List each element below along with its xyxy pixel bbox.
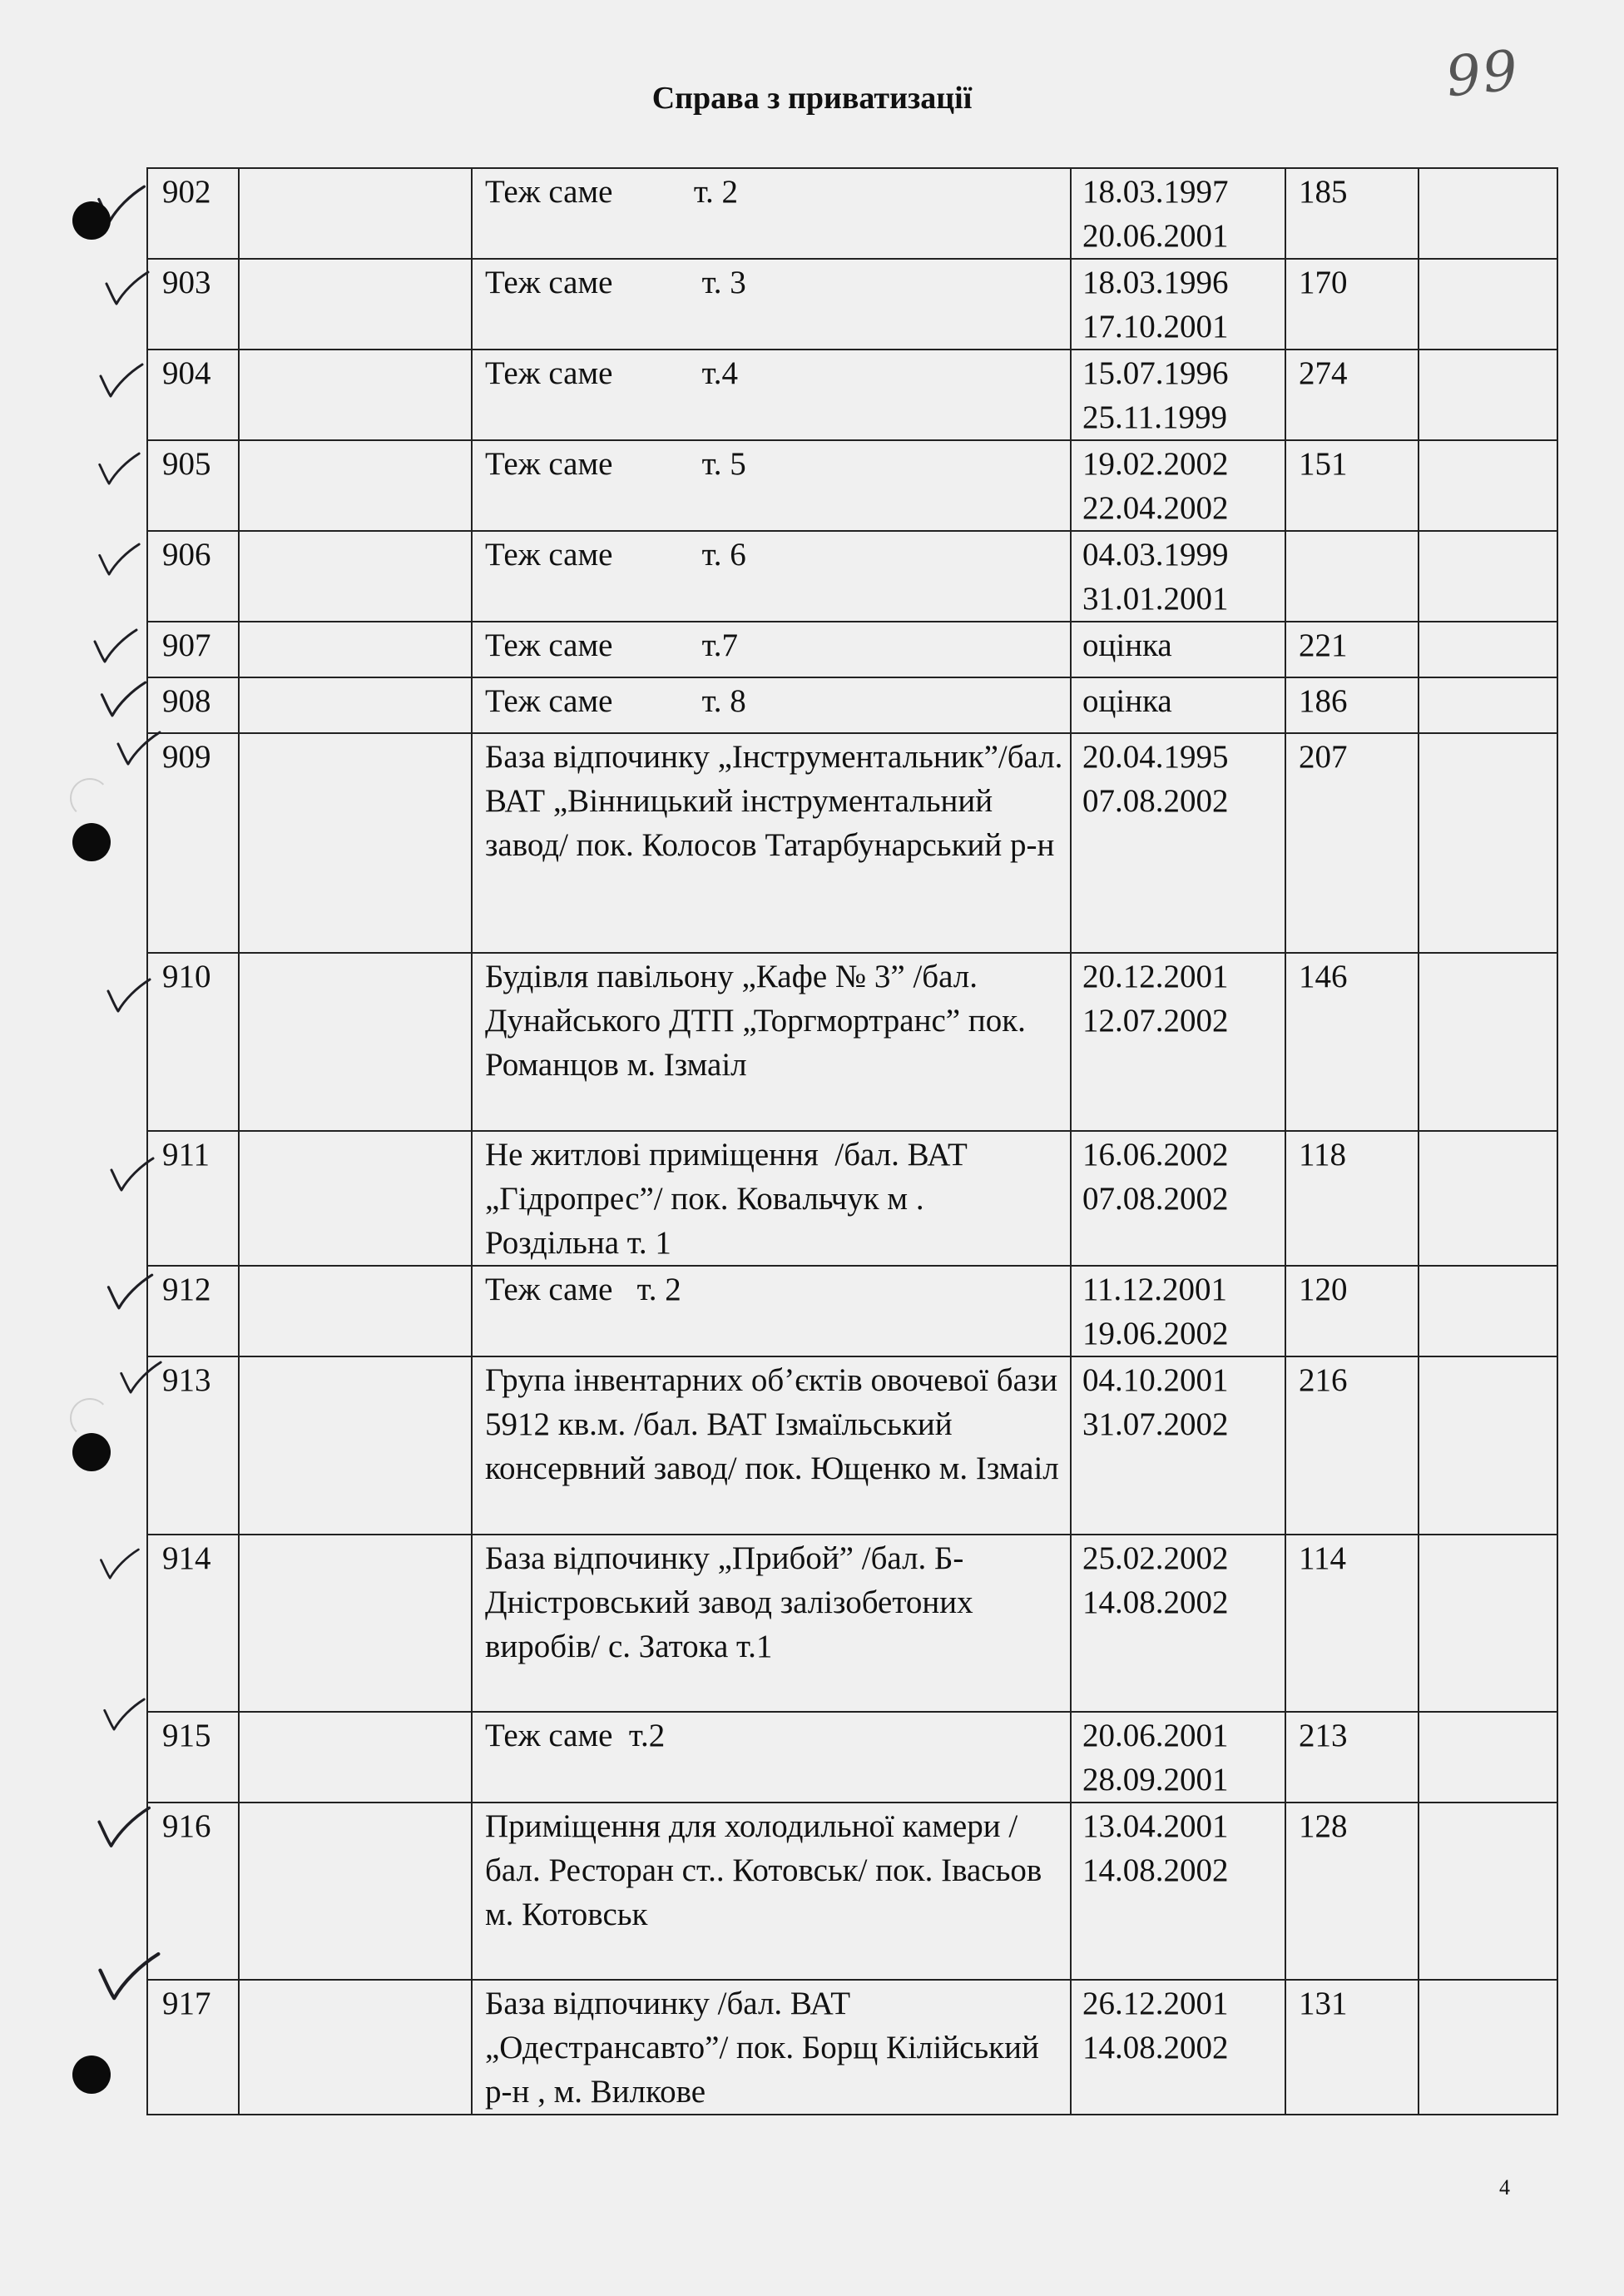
notes-cell (1419, 1712, 1557, 1803)
item-number-cell (147, 1131, 239, 1266)
notes-cell (1419, 1803, 1557, 1980)
sheet-count-cell (1285, 350, 1419, 440)
index-cell (239, 259, 472, 350)
item-number: 910 (162, 959, 211, 994)
description-cell (472, 440, 1071, 531)
punch-hole-icon (72, 2055, 111, 2094)
check-mark-icon (95, 452, 142, 487)
description-cell (472, 259, 1071, 350)
check-mark-icon (93, 1806, 153, 1850)
item-description: База відпочинку „Прибой” /бал. Б-Дністровський завод залізобетоних виробів/ с. Затока т.1 (485, 1540, 990, 1664)
date-value: 20.06.2001 (1082, 1718, 1229, 1753)
item-number: 913 (162, 1362, 211, 1398)
check-mark-icon (103, 1273, 156, 1312)
table-row (147, 1980, 1557, 2115)
item-description: Теж саме т.7 (485, 627, 739, 663)
notes-cell (1419, 1356, 1557, 1535)
date-value: 15.07.1996 (1082, 355, 1229, 391)
item-number: 914 (162, 1540, 211, 1576)
dates-cell (1071, 1266, 1285, 1356)
table-row (147, 1535, 1557, 1712)
index-cell (239, 1712, 472, 1803)
sheet-count: 213 (1299, 1718, 1348, 1753)
table-row (147, 677, 1557, 733)
date-value: 17.10.2001 (1082, 309, 1229, 345)
table-row (147, 1266, 1557, 1356)
description-cell (472, 733, 1071, 953)
description-cell (472, 1131, 1071, 1266)
date-value: 18.03.1997 (1082, 174, 1229, 210)
date-value: 13.04.2001 (1082, 1808, 1229, 1844)
date-value: оцінка (1082, 627, 1172, 663)
notes-cell (1419, 259, 1557, 350)
date-value: 26.12.2001 (1082, 1986, 1229, 2021)
sheet-count-cell (1285, 1803, 1419, 1980)
item-number-cell (147, 440, 239, 531)
item-number: 916 (162, 1808, 211, 1844)
notes-cell (1419, 350, 1557, 440)
index-cell (239, 1266, 472, 1356)
item-number: 917 (162, 1986, 211, 2021)
sheet-count-cell (1285, 531, 1419, 622)
item-number-cell (147, 677, 239, 733)
item-number-cell (147, 622, 239, 677)
sheet-count-cell (1285, 1712, 1419, 1803)
sheet-count: 151 (1299, 446, 1348, 482)
description-cell (472, 677, 1071, 733)
date-value: 07.08.2002 (1082, 1181, 1229, 1217)
sheet-count-cell (1285, 259, 1419, 350)
index-cell (239, 531, 472, 622)
index-cell (239, 1535, 472, 1712)
dates-cell (1071, 953, 1285, 1131)
item-number: 906 (162, 537, 211, 573)
sheet-count: 207 (1299, 739, 1348, 775)
item-number: 909 (162, 739, 211, 775)
table-row (147, 1356, 1557, 1535)
date-value: 28.09.2001 (1082, 1762, 1229, 1798)
date-value: 04.10.2001 (1082, 1362, 1229, 1398)
index-cell (239, 168, 472, 259)
table-row (147, 531, 1557, 622)
item-description: Теж саме т. 2 (485, 1272, 681, 1307)
sheet-count: 114 (1299, 1540, 1347, 1576)
sheet-count-cell (1285, 1266, 1419, 1356)
notes-cell (1419, 1980, 1557, 2115)
date-value: 18.03.1996 (1082, 265, 1229, 300)
notes-cell (1419, 953, 1557, 1131)
sheet-count-cell (1285, 1131, 1419, 1266)
date-value: 25.02.2002 (1082, 1540, 1229, 1576)
sheet-count: 274 (1299, 355, 1348, 391)
description-cell (472, 1712, 1071, 1803)
sheet-count: 131 (1299, 1986, 1348, 2021)
sheet-count: 186 (1299, 683, 1348, 719)
dates-cell (1071, 440, 1285, 531)
table-row (147, 1712, 1557, 1803)
item-description: Теж саме т.2 (485, 1718, 666, 1753)
description-cell (472, 953, 1071, 1131)
punch-hole-icon (72, 823, 111, 861)
notes-cell (1419, 440, 1557, 531)
notes-cell (1419, 168, 1557, 259)
sheet-count-cell (1285, 953, 1419, 1131)
index-cell (239, 350, 472, 440)
item-number-cell (147, 168, 239, 259)
table-row (147, 733, 1557, 953)
description-cell (472, 1980, 1071, 2115)
check-mark-icon (96, 363, 146, 399)
notes-cell (1419, 531, 1557, 622)
item-number: 904 (162, 355, 211, 391)
item-description: Теж саме т. 6 (485, 537, 746, 573)
item-number-cell (147, 953, 239, 1131)
folio-number: 99 (1443, 37, 1522, 110)
dates-cell (1071, 1535, 1285, 1712)
index-cell (239, 1980, 472, 2115)
hole-outline-icon (70, 1398, 110, 1438)
item-number-cell (147, 1535, 239, 1712)
item-description: Приміщення для холодильної камери / бал. Ресторан ст.. Котовськ/ пок. Івасьов м. Котовськ (485, 1808, 1051, 1932)
dates-cell (1071, 1980, 1285, 2115)
sheet-count: 120 (1299, 1272, 1348, 1307)
table-row (147, 168, 1557, 259)
sheet-count: 221 (1299, 627, 1348, 663)
table-row (147, 440, 1557, 531)
date-value: 20.04.1995 (1082, 739, 1229, 775)
date-value: 07.08.2002 (1082, 783, 1229, 819)
item-number: 907 (162, 627, 211, 663)
date-value: 20.12.2001 (1082, 959, 1229, 994)
item-number: 911 (162, 1137, 210, 1173)
check-mark-icon (113, 731, 163, 767)
table-row (147, 622, 1557, 677)
date-value: 31.07.2002 (1082, 1406, 1229, 1442)
check-mark-icon (90, 628, 140, 665)
date-value: 25.11.1999 (1082, 399, 1228, 435)
sheet-count-cell (1285, 622, 1419, 677)
date-value: 14.08.2002 (1082, 2030, 1229, 2065)
date-value: 11.12.2001 (1082, 1272, 1228, 1307)
sheet-count: 128 (1299, 1808, 1348, 1844)
item-number: 915 (162, 1718, 211, 1753)
notes-cell (1419, 1131, 1557, 1266)
item-description: Теж саме т. 3 (485, 265, 746, 300)
index-cell (239, 440, 472, 531)
date-value: 20.06.2001 (1082, 218, 1229, 254)
item-number-cell (147, 531, 239, 622)
index-cell (239, 677, 472, 733)
notes-cell (1419, 1266, 1557, 1356)
page-title: Справа з приватизації (651, 81, 973, 116)
inventory-table (146, 167, 1558, 2115)
sheet-count: 170 (1299, 265, 1348, 300)
sheet-count-cell (1285, 1356, 1419, 1535)
item-number: 905 (162, 446, 211, 482)
dates-cell (1071, 1712, 1285, 1803)
date-value: 14.08.2002 (1082, 1584, 1229, 1620)
date-value: 19.02.2002 (1082, 446, 1229, 482)
check-mark-icon (116, 1361, 164, 1396)
item-description: Група інвентарних об’єктів овочевої бази 5912 кв.м. /бал. ВАТ Ізмаїльський консервний завод/ пок. Ющенко м. Ізмаіл (485, 1362, 1074, 1486)
item-description: База відпочинку /бал. ВАТ „Одестрансавто”/ пок. Борщ Кілійський р-н , м. Вилкове (485, 1986, 1047, 2110)
table-row (147, 259, 1557, 350)
item-description: Теж саме т. 2 (485, 174, 739, 210)
dates-cell (1071, 733, 1285, 953)
dates-cell (1071, 1131, 1285, 1266)
index-cell (239, 1356, 472, 1535)
date-value: 22.04.2002 (1082, 490, 1229, 526)
sheet-count-cell (1285, 1535, 1419, 1712)
index-cell (239, 622, 472, 677)
check-mark-icon (100, 1698, 147, 1733)
description-cell (472, 531, 1071, 622)
sheet-count: 216 (1299, 1362, 1348, 1398)
notes-cell (1419, 1535, 1557, 1712)
description-cell (472, 350, 1071, 440)
date-value: 04.03.1999 (1082, 537, 1229, 573)
description-cell (472, 1803, 1071, 1980)
dates-cell (1071, 677, 1285, 733)
check-mark-icon (102, 270, 151, 307)
notes-cell (1419, 733, 1557, 953)
date-value: 14.08.2002 (1082, 1852, 1229, 1888)
item-number: 903 (162, 265, 211, 300)
item-description: Будівля павільону „Кафе № 3” /бал. Дунайського ДТП „Торгмортранс” пок. Романцов м. Ізмаіл (485, 959, 1034, 1083)
dates-cell (1071, 531, 1285, 622)
check-mark-icon (106, 1157, 156, 1193)
item-number-cell (147, 259, 239, 350)
dates-cell (1071, 350, 1285, 440)
page-number: 4 (1499, 2175, 1510, 2199)
date-value: 16.06.2002 (1082, 1137, 1229, 1173)
sheet-count-cell (1285, 677, 1419, 733)
description-cell (472, 168, 1071, 259)
dates-cell (1071, 622, 1285, 677)
dates-cell (1071, 1356, 1285, 1535)
sheet-count-cell (1285, 733, 1419, 953)
date-value: 12.07.2002 (1082, 1003, 1229, 1039)
sheet-count-cell (1285, 440, 1419, 531)
sheet-count-cell (1285, 168, 1419, 259)
check-mark-icon (103, 978, 153, 1014)
index-cell (239, 1131, 472, 1266)
item-description: Не житлові приміщення /бал. ВАТ „Гідропрес”/ пок. Ковальчук м . Роздільна т. 1 (485, 1137, 976, 1261)
table-row (147, 1803, 1557, 1980)
table-row (147, 1131, 1557, 1266)
item-description: Теж саме т.4 (485, 355, 739, 391)
item-number: 908 (162, 683, 211, 719)
index-cell (239, 733, 472, 953)
notes-cell (1419, 622, 1557, 677)
sheet-count-cell (1285, 1980, 1419, 2115)
item-number: 912 (162, 1272, 211, 1307)
item-number-cell (147, 1266, 239, 1356)
check-mark-icon (97, 1548, 141, 1581)
sheet-count: 118 (1299, 1137, 1347, 1173)
dates-cell (1071, 259, 1285, 350)
punch-hole-icon (72, 201, 111, 240)
hole-outline-icon (70, 778, 110, 818)
sheet-count: 146 (1299, 959, 1348, 994)
punch-hole-icon (72, 1433, 111, 1471)
date-value: 19.06.2002 (1082, 1316, 1229, 1351)
item-number: 902 (162, 174, 211, 210)
check-mark-icon (97, 681, 149, 719)
index-cell (239, 1803, 472, 1980)
notes-cell (1419, 677, 1557, 733)
dates-cell (1071, 1803, 1285, 1980)
item-number-cell (147, 1712, 239, 1803)
check-mark-icon (95, 543, 142, 578)
description-cell (472, 1266, 1071, 1356)
index-cell (239, 953, 472, 1131)
check-mark-icon (93, 1951, 163, 2003)
item-description: Теж саме т. 8 (485, 683, 746, 719)
table-row (147, 350, 1557, 440)
dates-cell (1071, 168, 1285, 259)
date-value: 31.01.2001 (1082, 581, 1229, 617)
description-cell (472, 622, 1071, 677)
item-description: Теж саме т. 5 (485, 446, 746, 482)
date-value: оцінка (1082, 683, 1172, 719)
description-cell (472, 1356, 1074, 1535)
description-cell (472, 1535, 1071, 1712)
sheet-count: 185 (1299, 174, 1348, 210)
item-description: База відпочинку „Інструментальник”/бал. ВАТ „Вінницький інструментальний завод/ пок. Колосов Татарбунарський р-н (485, 739, 1072, 863)
table-row (147, 953, 1557, 1131)
item-number-cell (147, 350, 239, 440)
